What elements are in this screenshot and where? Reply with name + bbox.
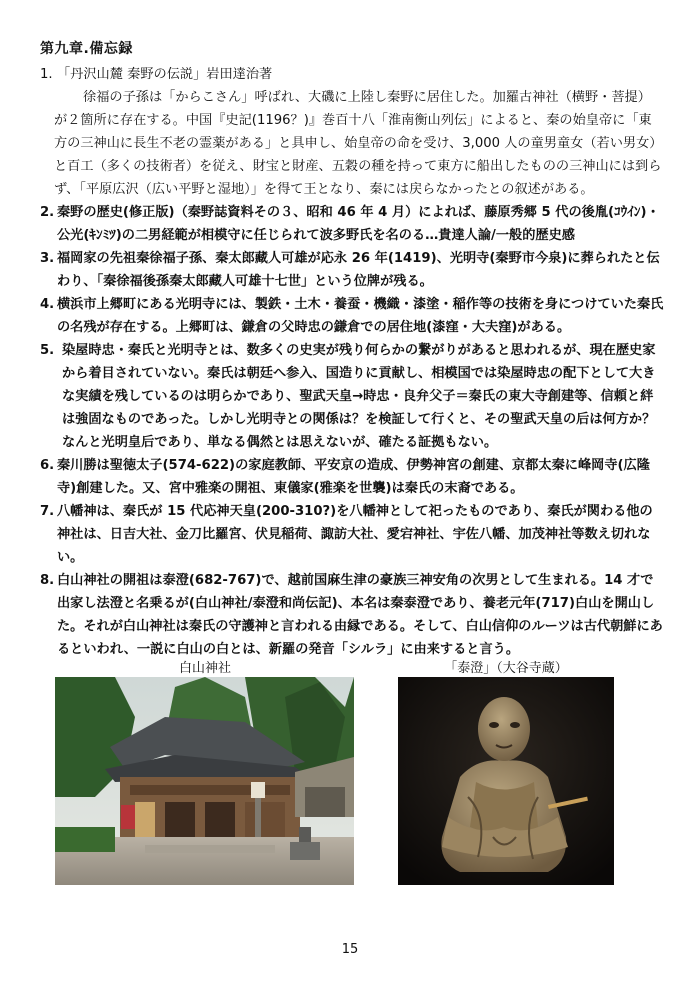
list-item: [40, 293, 664, 339]
list-item: [40, 454, 664, 500]
item-number: 6.: [40, 458, 55, 473]
item-text: 染屋時忠・秦氏と光明寺とは、数多くの史実が残り何らかの繋がりがあると思われるが、現在歴史家から着目されていない。秦氏は朝廷へ参入、国造りに貢献し、相模国では染屋時忠の配下として大きな実績を残しているのは明らかであり、聖武天皇→時忠・良弁父子＝秦氏の東大寺創建等、信頼と絆は強固なものであった。しかし光明寺との関係は？を検証して行くと、その聖武天皇の后は何方か？なんと光明皇后であり、単なる偶然とは思えないが、確たる証拠もない。: [62, 343, 656, 450]
list-item: [40, 339, 664, 454]
memo-list: [40, 63, 664, 661]
statue-photo: [398, 677, 614, 885]
item-text: 秦川勝は聖徳太子(574-622)の家庭教師、平安京の造成、伊勢神宮の創建、京都太秦に峰岡寺(広隆寺)創建した。又、宮中雅楽の開祖、東儀家(雅楽を世襲)は秦氏の末裔である。: [57, 458, 650, 496]
list-item: [40, 569, 664, 661]
list-item: [40, 247, 664, 293]
item-number: 8.: [40, 573, 55, 588]
item-number: 7.: [40, 504, 55, 519]
item-body: 徐福の子孫は「からこさん」呼ばれ、大磯に上陸し秦野に居住した。加羅古神社（横野・菩提）が２箇所に存在する。中国『史記(1196？)』巻百十八「淮南衡山列伝」によると、秦の始皇帝に「東方の三神山に長生不老の霊薬がある」と具申し、始皇帝の命を受け、3,000 人の童男童女（若い男女）と百工（多くの技術者）を従え、財宝と財産、五穀の種を持って東方に船出したものの三神山には到らず、「平原広沢（広い平野と湿地）」を得て王となり、秦には戻らなかったとの叙述がある。: [54, 90, 663, 197]
item-number: 4.: [40, 297, 55, 312]
item-text: 秦野の歴史(修正版)（秦野誌資料その３、昭和 46 年 4 月）によれば、藤原秀郷 5 代の後胤(ｺｳｲﾝ)・公光(ｷﾝﾐﾂ)の二男経範が相模守に任じられて波多野氏を名のる…貴達人論/一般的歴史感: [57, 205, 660, 243]
page-number: 15: [341, 942, 359, 957]
item-text: 横浜市上郷町にある光明寺には、製鉄・土木・養蚕・機織・漆塗・稲作等の技術を身につけていた秦氏の名残が存在する。上郷町は、鎌倉の父時忠の鎌倉での居住地(漆窪・大夫窪)がある。: [57, 297, 664, 335]
item-number: 3.: [40, 251, 55, 266]
list-item: [40, 500, 664, 569]
item-text: 白山神社の開祖は泰澄(682-767)で、越前国麻生津の豪族三神安角の次男として生まれる。14 才で出家し法澄と名乗るが(白山神社/泰澄和尚伝記)、本名は秦泰澄であり、養老元年(717)白山を開山した。それが白山神社は秦氏の守護神と言われる由縁である。そして、白山信仰のルーツは古代朝鮮にあるといわれ、一説に白山の白とは、新羅の発音「シルラ」に由来すると言う。: [57, 573, 663, 657]
figure-caption-statue: 「泰澄」（大谷寺蔵）: [444, 661, 568, 676]
item-number: 1.: [40, 67, 53, 82]
item-text: 八幡神は、秦氏が 15 代応神天皇(200-310?)を八幡神として祀ったものであり、秦氏が関わる他の神社は、日吉大社、金刀比羅宮、伏見稲荷、諏訪大社、愛宕神社、宇佐八幡、加茂神社等数え切れない。: [57, 504, 653, 565]
list-item: [40, 201, 664, 247]
item-number: 5.: [40, 343, 55, 358]
figure-caption-shrine: 白山神社: [178, 661, 231, 676]
shrine-photo: [55, 677, 354, 885]
item-number: 2.: [40, 205, 55, 220]
chapter-title: 第九章.備忘録: [40, 41, 133, 57]
list-item: [40, 63, 664, 201]
item-heading: 「丹沢山麓 秦野の伝説」岩田達治著: [57, 67, 273, 82]
item-text: 福岡家の先祖秦徐福子孫、秦太郎藏人可雄が応永 26 年(1419)、光明寺(秦野市今泉)に葬られたと伝わり、「秦徐福後孫秦太郎藏人可雄十七世」という位牌が残る。: [57, 251, 660, 289]
